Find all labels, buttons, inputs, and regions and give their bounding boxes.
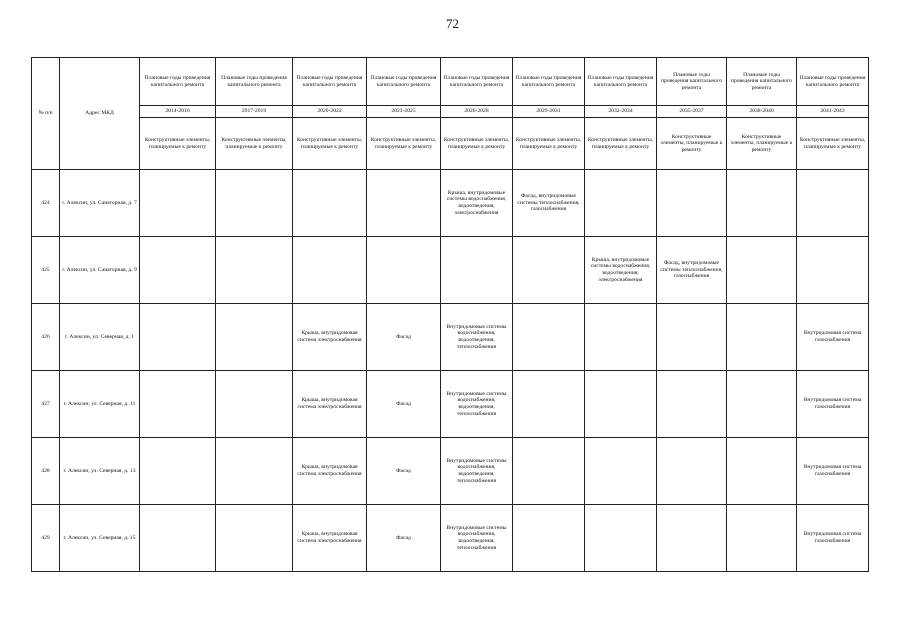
period-header: 2020-2022 — [293, 106, 367, 118]
table-row — [32, 170, 869, 237]
row-address: г. Алексин, ул. Северная, д. 1 — [60, 304, 140, 371]
row-cell — [293, 170, 367, 237]
row-cell — [140, 438, 216, 505]
row-number: 424 — [32, 170, 60, 237]
row-cell — [727, 237, 797, 304]
row-cell — [140, 304, 216, 371]
elements-header: Конструктивные элементы, планируемые к ремонту — [585, 118, 657, 170]
row-number: 428 — [32, 438, 60, 505]
row-cell — [657, 505, 727, 572]
plan-header: Плановые годы проведения капитального ремонта — [797, 58, 869, 106]
elements-header: Конструктивные элементы, планируемые к ремонту — [293, 118, 367, 170]
page-number: 72 — [446, 16, 459, 31]
plan-header: Плановые годы проведения капитального ремонта — [367, 58, 441, 106]
period-header: 2035-2037 — [657, 106, 727, 118]
row-cell — [585, 304, 657, 371]
row-cell: Фасад — [367, 505, 441, 572]
row-cell — [797, 170, 869, 237]
row-cell — [585, 505, 657, 572]
elements-header: Конструктивные элементы, планируемые к ремонту — [797, 118, 869, 170]
table-row — [32, 505, 869, 572]
row-cell — [513, 371, 585, 438]
num-header: № п/п — [32, 58, 60, 170]
row-cell — [216, 170, 293, 237]
row-number: 425 — [32, 237, 60, 304]
plan-header: Плановые годы проведения капитального ремонта — [216, 58, 293, 106]
row-number: 426 — [32, 304, 60, 371]
row-address: г. Алексин, ул. Санаторная, д. 7 — [60, 170, 140, 237]
row-cell — [585, 371, 657, 438]
period-header: 2014-2016 — [140, 106, 216, 118]
plan-header: Плановые годы проведения капитального ремонта — [657, 58, 727, 106]
row-cell: Внутридомовые системы водоснабжения, водоотведения, теплоснабжения — [441, 371, 513, 438]
elements-header: Конструктивные элементы, планируемые к ремонту — [140, 118, 216, 170]
period-header: 2029-2031 — [513, 106, 585, 118]
row-cell — [657, 438, 727, 505]
capital-repair-table — [31, 57, 869, 572]
row-cell — [216, 438, 293, 505]
row-cell — [513, 304, 585, 371]
period-header: 2026-2028 — [441, 106, 513, 118]
elements-header: Конструктивные элементы, планируемые к ремонту — [657, 118, 727, 170]
row-cell — [727, 371, 797, 438]
row-cell — [441, 237, 513, 304]
row-cell — [657, 304, 727, 371]
row-address: г. Алексин, ул. Северная, д. 11 — [60, 371, 140, 438]
row-cell — [367, 170, 441, 237]
row-cell: Фасад — [367, 371, 441, 438]
elements-header: Конструктивные элементы, планируемые к ремонту — [367, 118, 441, 170]
row-cell — [293, 237, 367, 304]
row-cell: Фасад — [367, 304, 441, 371]
row-number: 427 — [32, 371, 60, 438]
elements-header: Конструктивные элементы, планируемые к ремонту — [727, 118, 797, 170]
row-cell — [513, 505, 585, 572]
row-cell — [216, 237, 293, 304]
row-cell: Внутридомовая система газоснабжения — [797, 438, 869, 505]
table-row — [32, 371, 869, 438]
row-cell — [216, 371, 293, 438]
row-cell: Фасад — [367, 438, 441, 505]
period-header: 2017-2019 — [216, 106, 293, 118]
row-number: 429 — [32, 505, 60, 572]
elements-header: Конструктивные элементы, планируемые к ремонту — [441, 118, 513, 170]
row-cell — [727, 170, 797, 237]
row-cell: Крыша, внутридомовые системы водоснабжения, водоотведения, электроснабжения — [441, 170, 513, 237]
plan-header: Плановые годы проведения капитального ремонта — [293, 58, 367, 106]
row-cell: Крыша, внутридомовая система электроснабжения — [293, 304, 367, 371]
plan-header: Плановые годы проведения капитального ремонта — [727, 58, 797, 106]
row-cell — [216, 505, 293, 572]
plan-header: Плановые годы проведения капитального ремонта — [140, 58, 216, 106]
row-cell — [585, 170, 657, 237]
row-cell: Крыша, внутридомовая система электроснабжения — [293, 505, 367, 572]
plan-header: Плановые годы проведения капитального ремонта — [585, 58, 657, 106]
row-cell — [513, 237, 585, 304]
period-header: 2038-2040 — [727, 106, 797, 118]
row-cell — [140, 505, 216, 572]
row-cell: Крыша, внутридомовая система электроснабжения — [293, 438, 367, 505]
row-address: г. Алексин, ул. Северная, д. 13 — [60, 438, 140, 505]
row-cell: Фасад, внутридомовые системы теплоснабжения, газоснабжения — [513, 170, 585, 237]
plan-header: Плановые годы проведения капитального ремонта — [441, 58, 513, 106]
row-cell — [657, 371, 727, 438]
row-cell — [797, 237, 869, 304]
row-cell — [727, 304, 797, 371]
row-cell: Крыша, внутридомовая система электроснабжения — [293, 371, 367, 438]
row-cell — [140, 371, 216, 438]
row-cell: Внутридомовая система газоснабжения — [797, 304, 869, 371]
elements-header: Конструктивные элементы, планируемые к ремонту — [513, 118, 585, 170]
address-header: Адрес МКД — [60, 58, 140, 170]
period-header: 2041-2043 — [797, 106, 869, 118]
row-cell: Фасад, внутридомовые системы теплоснабжения, газоснабжения — [657, 237, 727, 304]
row-cell — [657, 170, 727, 237]
elements-header: Конструктивные элементы, планируемые к ремонту — [216, 118, 293, 170]
row-cell: Внутридомовые системы водоснабжения, водоотведения, теплоснабжения — [441, 304, 513, 371]
period-header: 2032-2034 — [585, 106, 657, 118]
row-cell — [367, 237, 441, 304]
row-cell — [513, 438, 585, 505]
row-cell — [140, 237, 216, 304]
row-cell — [727, 438, 797, 505]
table-row — [32, 438, 869, 505]
row-cell — [216, 304, 293, 371]
row-cell — [727, 505, 797, 572]
row-address: г. Алексин, ул. Санаторная, д. 9 — [60, 237, 140, 304]
row-cell: Внутридомовая система газоснабжения — [797, 371, 869, 438]
period-header: 2023-2025 — [367, 106, 441, 118]
row-address: г. Алексин, ул. Северная, д. 15 — [60, 505, 140, 572]
row-cell — [585, 438, 657, 505]
row-cell — [140, 170, 216, 237]
row-cell: Крыша, внутридомовые системы водоснабжения, водоотведения, электроснабжения — [585, 237, 657, 304]
row-cell: Внутридомовые системы водоснабжения, водоотведения, теплоснабжения — [441, 438, 513, 505]
plan-header: Плановые годы проведения капитального ремонта — [513, 58, 585, 106]
row-cell: Внутридомовые системы водоснабжения, водоотведения, теплоснабжения — [441, 505, 513, 572]
table-row — [32, 237, 869, 304]
row-cell: Внутридомовая система газоснабжения — [797, 505, 869, 572]
table-row — [32, 304, 869, 371]
